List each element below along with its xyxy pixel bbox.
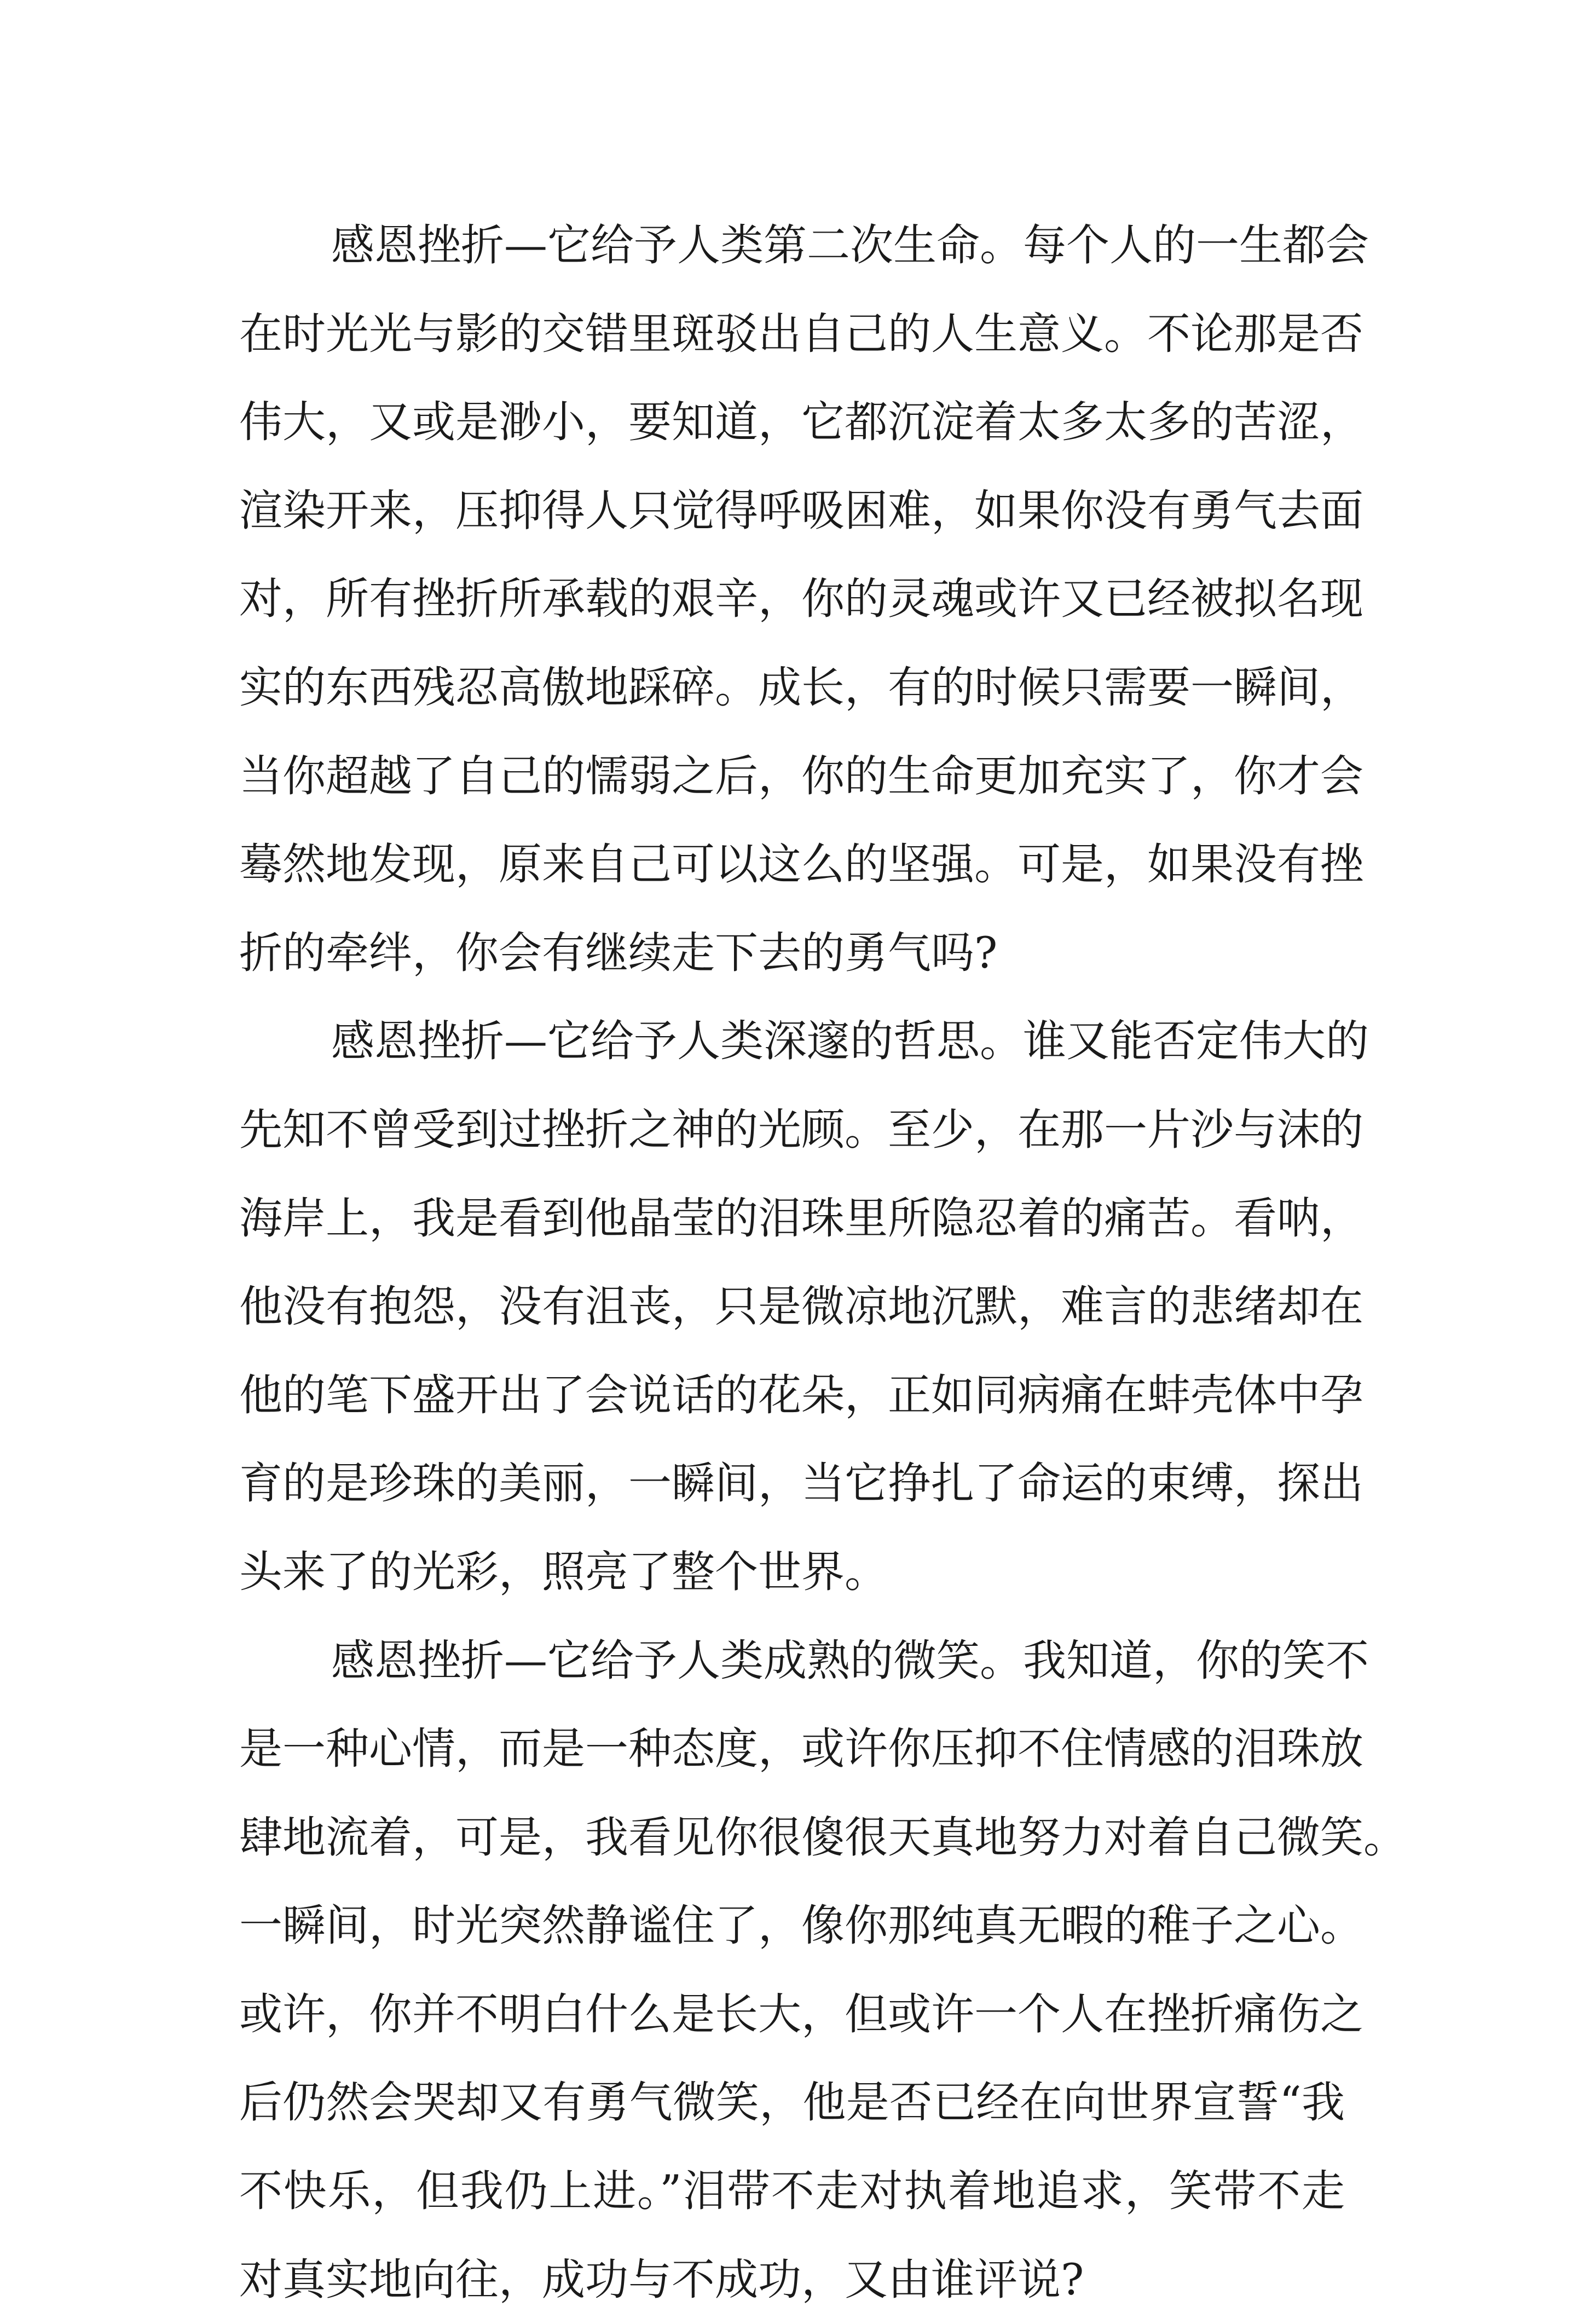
text-line: 对真实地向往，成功与不成功，又由谁评说? [239, 2236, 1345, 2324]
paragraph-1 [239, 201, 1345, 997]
text-line: 蓦然地发现，原来自己可以这么的坚强。可是，如果没有挫 [239, 820, 1345, 909]
text-line: 渲染开来，压抑得人只觉得呼吸困难，如果你没有勇气去面 [239, 467, 1345, 556]
text-line: 折的牵绊，你会有继续走下去的勇气吗? [239, 909, 1345, 998]
text-line: 不快乐，但我仍上进。”泪带不走对执着地追求，笑带不走 [239, 2147, 1345, 2236]
text-line: 一瞬间，时光突然静谧住了，像你那纯真无暇的稚子之心。 [239, 1882, 1345, 1970]
text-line: 实的东西残忍高傲地踩碎。成长，有的时候只需要一瞬间， [239, 644, 1345, 732]
text-line: 头来了的光彩，照亮了整个世界。 [239, 1528, 1345, 1617]
text-line: 在时光光与影的交错里斑驳出自己的人生意义。不论那是否 [239, 290, 1345, 379]
text-line: 先知不曾受到过挫折之神的光顾。至少，在那一片沙与沫的 [239, 1086, 1345, 1175]
paragraph-2 [239, 997, 1345, 1616]
text-line: 后仍然会哭却又有勇气微笑，他是否已经在向世界宣誓“我 [239, 2059, 1345, 2147]
text-line: 是一种心情，而是一种态度，或许你压抑不住情感的泪珠放 [239, 1705, 1345, 1794]
text-line: 肆地流着，可是，我看见你很傻很天真地努力对着自己微笑。 [239, 1794, 1345, 1882]
text-line: 育的是珍珠的美丽，一瞬间，当它挣扎了命运的束缚，探出 [239, 1440, 1345, 1528]
document-body [239, 201, 1345, 2324]
text-line: 感恩挫折—它给予人类成熟的微笑。我知道，你的笑不 [239, 1617, 1345, 1706]
text-line: 海岸上，我是看到他晶莹的泪珠里所隐忍着的痛苦。看呐， [239, 1175, 1345, 1263]
text-line: 对，所有挫折所承载的艰辛，你的灵魂或许又已经被拟名现 [239, 555, 1345, 644]
text-line: 当你超越了自己的懦弱之后，你的生命更加充实了，你才会 [239, 732, 1345, 821]
text-line: 伟大，又或是渺小，要知道，它都沉淀着太多太多的苦涩， [239, 378, 1345, 467]
text-line: 他的笔下盛开出了会说话的花朵，正如同病痛在蚌壳体中孕 [239, 1351, 1345, 1440]
paragraph-3 [239, 1617, 1345, 2324]
text-line: 感恩挫折—它给予人类第二次生命。每个人的一生都会 [239, 201, 1345, 290]
text-line: 或许，你并不明白什么是长大，但或许一个人在挫折痛伤之 [239, 1970, 1345, 2059]
text-line: 他没有抱怨，没有沮丧，只是微凉地沉默，难言的悲绪却在 [239, 1263, 1345, 1351]
text-line: 感恩挫折—它给予人类深邃的哲思。谁又能否定伟大的 [239, 997, 1345, 1086]
